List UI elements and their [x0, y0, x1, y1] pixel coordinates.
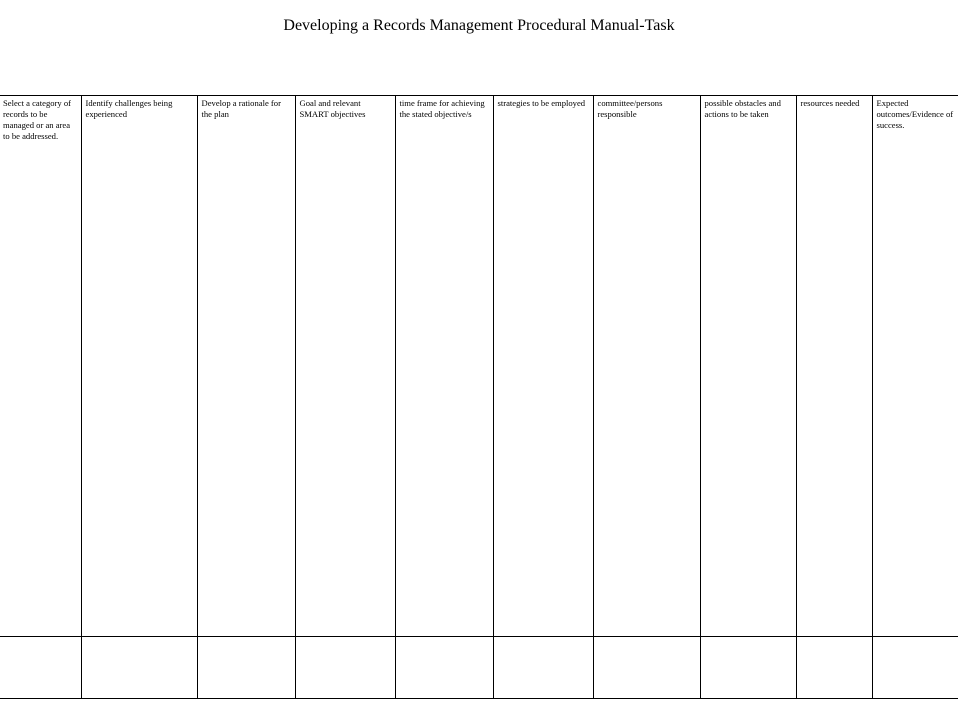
- table-cell[interactable]: [700, 637, 796, 699]
- planning-table: [0, 95, 958, 699]
- header-goal: Goal and relevant SMART objectives: [295, 96, 395, 637]
- header-outcomes: Expected outcomes/Evidence of success.: [872, 96, 958, 637]
- table-cell[interactable]: [0, 637, 81, 699]
- table-cell[interactable]: [395, 637, 493, 699]
- header-obstacles: possible obstacles and actions to be taken: [700, 96, 796, 637]
- header-category: Select a category of records to be managed or an area to be addressed.: [0, 96, 81, 637]
- header-challenges: Identify challenges being experienced: [81, 96, 197, 637]
- header-time-frame: time frame for achieving the stated objective/s: [395, 96, 493, 637]
- header-row: [0, 96, 958, 637]
- header-rationale: Develop a rationale for the plan: [197, 96, 295, 637]
- document-title: Developing a Records Management Procedural Manual-Task: [283, 17, 675, 34]
- table-cell[interactable]: [81, 637, 197, 699]
- table-cell[interactable]: [593, 637, 700, 699]
- table-row: [0, 637, 958, 699]
- header-strategies: strategies to be employed: [493, 96, 593, 637]
- table-cell[interactable]: [493, 637, 593, 699]
- table-cell[interactable]: [796, 637, 872, 699]
- table-cell[interactable]: [295, 637, 395, 699]
- table-cell[interactable]: [197, 637, 295, 699]
- header-resources: resources needed: [796, 96, 872, 637]
- table-cell[interactable]: [872, 637, 958, 699]
- header-committee: committee/persons responsible: [593, 96, 700, 637]
